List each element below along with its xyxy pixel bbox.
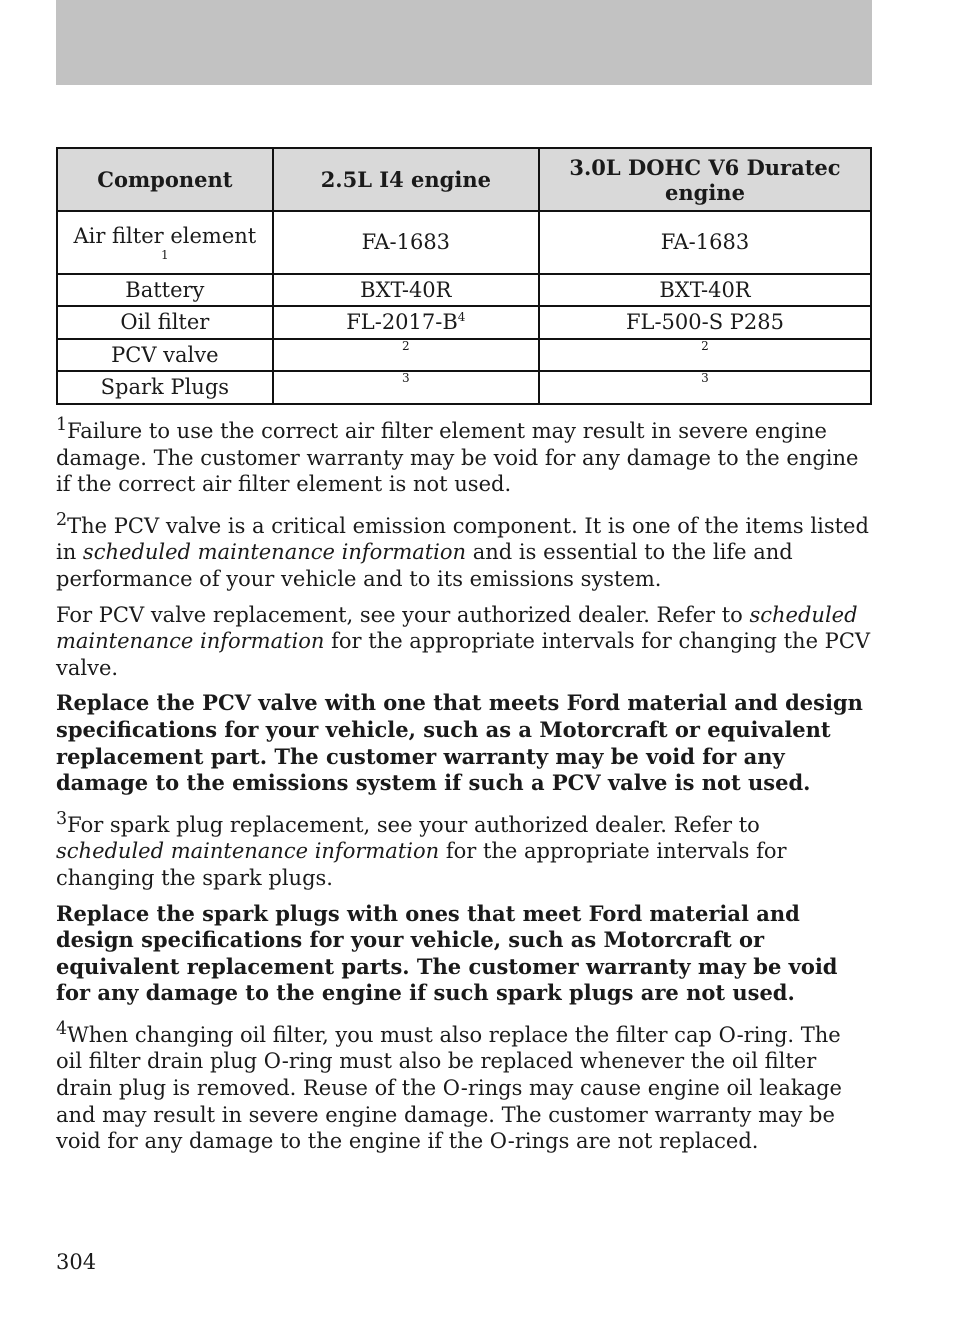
i4-part-cell	[273, 371, 539, 404]
footnote-marker: 4	[56, 1018, 68, 1039]
cross-reference: scheduled maintenance information	[56, 839, 440, 864]
pcv-replacement-paragraph	[56, 602, 872, 682]
footnote-marker: 3	[56, 808, 68, 829]
component-name: Spark Plugs	[100, 375, 230, 399]
header-i4-engine: 2.5L I4 engine	[273, 148, 539, 211]
header-component: Component	[57, 148, 273, 211]
v6-part-number: FL-500-S P285	[625, 310, 785, 334]
footnote-ref: 1	[161, 248, 169, 262]
component-name: Oil filter	[120, 310, 210, 334]
i4-part-number: BXT-40R	[360, 277, 452, 302]
footnote-ref: 2	[402, 339, 410, 353]
table-row	[57, 339, 871, 371]
table-row	[57, 371, 871, 404]
footnote-marker: 1	[56, 415, 68, 435]
footnotes-section	[56, 412, 872, 1164]
v6-part-cell	[539, 274, 871, 306]
cross-reference: scheduled maintenance information	[82, 540, 467, 565]
i4-part-cell	[273, 339, 539, 371]
i4-part-cell	[273, 211, 539, 274]
footnote-text: Failure to use the correct air filter element may result in severe engine damage. The customer warranty may be void for any damage to the engine if the correct air filter element is not used.	[56, 419, 859, 497]
page-number: 304	[56, 1250, 97, 1274]
i4-part-number: FL-2017-B	[346, 310, 458, 334]
v6-part-cell	[539, 339, 871, 371]
component-cell	[57, 211, 273, 274]
cross-reference: scheduled maintenance information	[56, 602, 858, 654]
footnote-1	[56, 412, 872, 498]
component-name: Battery	[125, 277, 205, 302]
paragraph-text: for the appropriate intervals for changing the PCV valve.	[56, 629, 871, 680]
header-bar	[56, 0, 872, 85]
footnote-ref: 2	[701, 339, 709, 353]
i4-part-cell	[273, 306, 539, 339]
i4-part-cell	[273, 274, 539, 306]
component-cell	[57, 274, 273, 306]
header-v6-engine: 3.0L DOHC V6 Duratec engine	[539, 148, 871, 211]
footnote-4	[56, 1016, 872, 1155]
footnote-marker: 2	[56, 509, 68, 530]
footnote-text: When changing oil filter, you must also replace the filter cap O-ring. The oil filter drain plug O-ring must also be replaced whenever the oil filter drain plug is removed. Reuse of the O-rings may cause engine oil leakage and may result in severe engine damage. The customer warranty may be void for any damage to the engine if the O-rings are not replaced.	[56, 1022, 842, 1154]
footnote-ref: 3	[402, 371, 410, 385]
footnote-text: For spark plug replacement, see your authorized dealer. Refer to	[67, 812, 760, 837]
v6-part-number: FA-1683	[660, 230, 750, 254]
footnote-text: The PCV valve is a critical emission component. It is one of the items listed in	[56, 513, 869, 565]
footnote-2	[56, 507, 872, 593]
component-cell	[57, 306, 273, 339]
footnote-text: for the appropriate intervals for changing the spark plugs.	[56, 839, 787, 890]
pcv-warning: Replace the PCV valve with one that meets Ford material and design specifications for your vehicle, such as a Motorcraft or equivalent replacement part. The customer warranty may be void for any damage to the emissions system if such a PCV valve is not used.	[56, 690, 863, 796]
table-row	[57, 306, 871, 339]
v6-part-number: BXT-40R	[659, 277, 751, 302]
footnote-ref: 4	[457, 310, 466, 324]
v6-part-cell	[539, 211, 871, 274]
v6-part-cell	[539, 371, 871, 404]
spark-plug-warning: Replace the spark plugs with ones that meet Ford material and design specifications for your vehicle, such as Motorcraft or equivalent replacement parts. The customer warranty may be void for any damage to the engine if such spark plugs are not used.	[56, 900, 838, 1006]
footnote-3	[56, 806, 872, 892]
component-name: PCV valve	[111, 342, 219, 367]
component-cell	[57, 371, 273, 404]
table-row	[57, 211, 871, 274]
footnote-ref: 3	[701, 371, 709, 385]
paragraph-text: For PCV valve replacement, see your authorized dealer. Refer to	[56, 602, 750, 627]
component-name: Air filter element	[73, 224, 257, 248]
table-header-row	[57, 148, 871, 211]
table-row	[57, 274, 871, 306]
v6-part-cell	[539, 306, 871, 339]
i4-part-number: FA-1683	[361, 230, 451, 254]
component-cell	[57, 339, 273, 371]
parts-table	[56, 147, 872, 405]
footnote-text: and is essential to the life and performance of your vehicle and to its emissions system.	[56, 540, 793, 591]
